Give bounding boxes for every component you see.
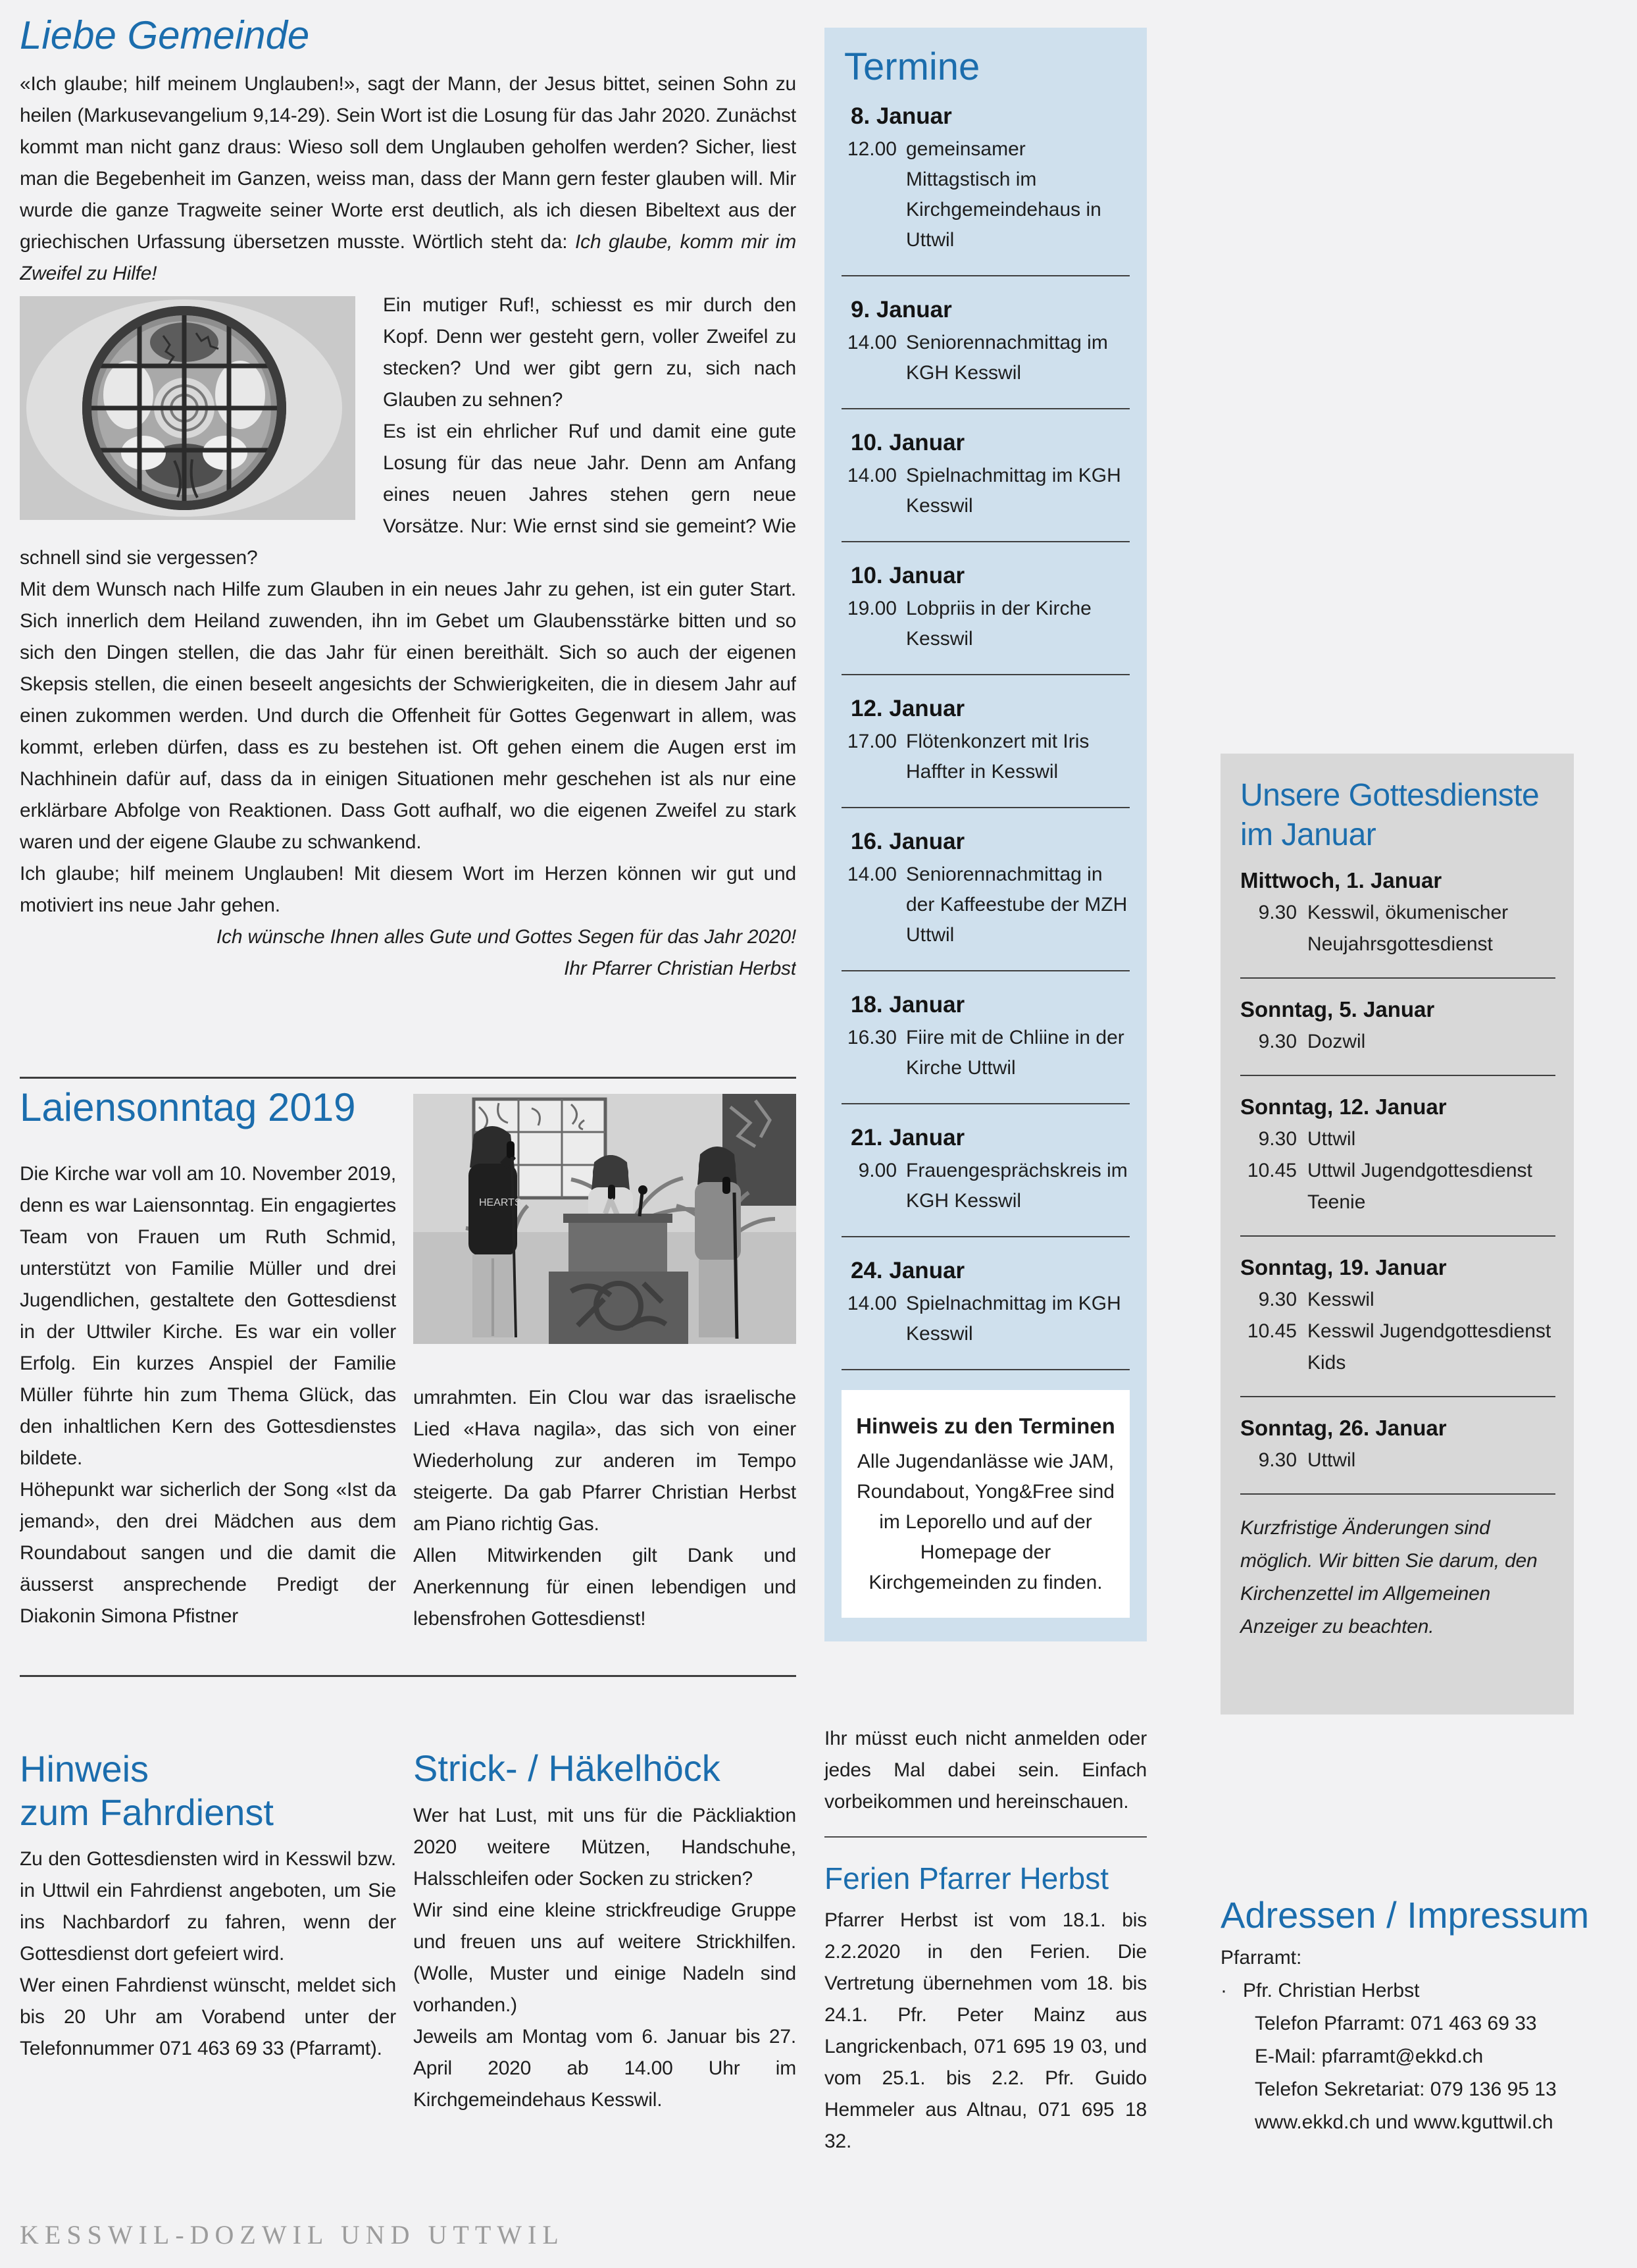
article-paragraph: Jeweils am Montag vom 6. Januar bis 27. April 2020 ab 14.00 Uhr im Kirchgemeindehaus Kesswil. bbox=[413, 2026, 796, 2111]
service-day: Sonntag, 19. Januar bbox=[1240, 1255, 1447, 1279]
termine-entry bbox=[842, 828, 1130, 971]
termine-separator bbox=[842, 1103, 1130, 1104]
termine-date: 8. Januar bbox=[851, 103, 952, 129]
service-text: Kesswil Jugendgottesdienst Kids bbox=[1307, 1320, 1551, 1374]
impressum-email: E-Mail: pfarramt@ekkd.ch bbox=[1255, 2046, 1484, 2067]
services-note: Kurzfristige Änderungen sind möglich. Wir bitten Sie darum, den Kirchenzettel im Allgemeinen Anzeiger zu beachten. bbox=[1240, 1517, 1538, 1637]
service-text: Kesswil, ökumenischer Neujahrsgottesdienst bbox=[1307, 902, 1509, 955]
service-time: 9.30 bbox=[1258, 1031, 1297, 1052]
service-time: 10.45 bbox=[1247, 1160, 1297, 1181]
termine-time: 9.00 bbox=[858, 1160, 897, 1181]
termine-time: 14.00 bbox=[847, 863, 897, 885]
termine-notice-title: Hinweis zu den Terminen bbox=[856, 1414, 1115, 1438]
service-day: Sonntag, 5. Januar bbox=[1240, 997, 1435, 1021]
termine-time: 16.30 bbox=[847, 1027, 897, 1048]
service-separator bbox=[1240, 1396, 1555, 1397]
article-text: «Ich glaube; hilf meinem Unglauben!», sagt der Mann, der Jesus bittet, seinen Sohn zu heilen (Markusevangelium 9,14-29). Sein Wort ist die Losung für das Jahr 2020. Zunächst kommt man nicht ganz draus: Wieso soll dem Unglauben geholfen werden? Sicher, liest man die Begebenheit im Ganzen, weiss man, dass der Mann gern fester glauben will. Mir wurde die ganze Tragweite seiner Worte erst deutlich, als ich diesen Bibeltext aus der griechischen Urfassung übersetzen musste. Wörtlich steht da: bbox=[20, 73, 796, 253]
termine-entry bbox=[842, 1257, 1130, 1370]
termine-date: 18. Januar bbox=[851, 992, 965, 1018]
termine-date: 21. Januar bbox=[851, 1125, 965, 1150]
article-paragraph: Die Kirche war voll am 10. November 2019, denn es war Laiensonntag. Ein engagiertes Team von Frauen um Ruth Schmid, unterstützt von Familie Müller und drei Jugendlichen, gestaltete den Gottesdienst in der Uttwiler Kirche. Es war ein voller Erfolg. Ein kurzes Anspiel der Familie Müller führte hin zum Thema Glück, das den inhaltlichen Kern des Gottesdienstes bildete. bbox=[20, 1163, 396, 1469]
service-time: 9.30 bbox=[1258, 1128, 1297, 1150]
singers-photo-illustration bbox=[413, 1094, 796, 1344]
gottesdienste-box bbox=[1221, 754, 1574, 1714]
impressum-secretariat-phone: Telefon Sekretariat: 079 136 95 13 bbox=[1255, 2078, 1557, 2100]
gottesdienste-title-line2: im Januar bbox=[1240, 817, 1376, 852]
laiensonntag-title: Laiensonntag 2019 bbox=[20, 1085, 356, 1129]
termine-time: 17.00 bbox=[847, 731, 897, 752]
section-divider bbox=[20, 1675, 796, 1677]
article-paragraph: Wir sind eine kleine strickfreudige Gruppe und freuen uns auf weitere Strickhilfen. (Wolle, Muster und einige Nadeln sind vorhanden.) bbox=[413, 1899, 796, 2016]
termine-date: 10. Januar bbox=[851, 430, 965, 455]
bottom-left-sections bbox=[20, 1747, 796, 2221]
termine-separator bbox=[842, 807, 1130, 808]
service-day: Sonntag, 26. Januar bbox=[1240, 1416, 1447, 1440]
section-divider bbox=[20, 1077, 796, 1079]
termine-text: Seniorennachmittag in der Kaffeestube der MZH Uttwil bbox=[906, 863, 1128, 946]
service-time: 9.30 bbox=[1258, 902, 1297, 923]
termine-entry bbox=[842, 429, 1130, 542]
article-paragraph: Allen Mitwirkenden gilt Dank und Anerkennung für einen lebendigen und lebensfrohen Gottesdienst! bbox=[413, 1545, 796, 1630]
termine-title: Termine bbox=[844, 45, 980, 88]
termine-entry bbox=[842, 991, 1130, 1104]
bible-quote: Ich glaube, komm mir im Zweifel zu Hilfe! bbox=[20, 231, 796, 284]
termine-separator bbox=[842, 1369, 1130, 1370]
strickhoeck-title: Strick- / Häkelhöck bbox=[413, 1747, 720, 1789]
service-separator bbox=[1240, 1235, 1555, 1237]
termine-time: 14.00 bbox=[847, 332, 897, 353]
service-text: Kesswil bbox=[1307, 1289, 1374, 1310]
service-entry bbox=[1240, 1254, 1555, 1397]
gottesdienste-title-line1: Unsere Gottesdienste bbox=[1240, 778, 1540, 813]
termine-separator bbox=[842, 1236, 1130, 1237]
termine-date: 24. Januar bbox=[851, 1258, 965, 1283]
impressum-label: Pfarramt: bbox=[1221, 1947, 1302, 1969]
termine-date: 16. Januar bbox=[851, 829, 965, 854]
termine-entry bbox=[842, 103, 1130, 276]
mid-bottom-column bbox=[824, 1723, 1147, 2157]
service-entry bbox=[1240, 1414, 1555, 1495]
termine-time: 14.00 bbox=[847, 465, 897, 486]
termine-entry bbox=[842, 562, 1130, 675]
divider bbox=[824, 1836, 1147, 1838]
termine-separator bbox=[842, 541, 1130, 542]
svg-text:HEARTS: HEARTS bbox=[479, 1197, 522, 1208]
termine-separator bbox=[842, 275, 1130, 276]
termine-separator bbox=[842, 408, 1130, 409]
termine-text: gemeinsamer Mittagstisch im Kirchgemeindehaus in Uttwil bbox=[906, 138, 1101, 251]
fahrdienst-title bbox=[20, 1747, 396, 1834]
laiensonntag-column-1 bbox=[20, 1158, 396, 1632]
signature: Ihr Pfarrer Christian Herbst bbox=[564, 958, 796, 979]
termine-text: Spielnachmittag im KGH Kesswil bbox=[906, 465, 1121, 517]
footer-parishes: KESSWIL-DOZWIL UND UTTWIL bbox=[20, 2220, 565, 2250]
ferien-title: Ferien Pfarrer Herbst bbox=[824, 1861, 1109, 1895]
termine-date: 10. Januar bbox=[851, 563, 965, 588]
termine-date: 9. Januar bbox=[851, 297, 952, 322]
termine-date: 12. Januar bbox=[851, 696, 965, 721]
termine-box bbox=[824, 28, 1147, 1641]
termine-text: Lobpriis in der Kirche Kesswil bbox=[906, 598, 1092, 650]
impressum-title: Adressen / Impressum bbox=[1221, 1894, 1590, 1936]
service-time: 9.30 bbox=[1258, 1289, 1297, 1310]
service-separator bbox=[1240, 1075, 1555, 1076]
laiensonntag-column-2 bbox=[413, 1382, 796, 1635]
impressum-section bbox=[1221, 1894, 1605, 2139]
service-day: Mittwoch, 1. Januar bbox=[1240, 868, 1442, 892]
article-paragraph: Höhepunkt war sicherlich der Song «Ist da jemand», den drei Mädchen aus dem Roundabout sangen und die damit die äusserst ansprechende Predigt der Diakonin Simona Pfistner bbox=[20, 1479, 396, 1627]
termine-entry bbox=[842, 1124, 1130, 1237]
church-window-photo bbox=[20, 296, 355, 520]
bullet-glyph: · bbox=[1221, 1980, 1227, 2001]
service-separator bbox=[1240, 1493, 1555, 1495]
termine-notice-text: Alle Jugendanlässe wie JAM, Roundabout, Yong&Free sind im Leporello und auf der Homepage der Kirchgemeinden zu finden. bbox=[857, 1451, 1115, 1593]
singer-right bbox=[695, 1147, 741, 1339]
termine-text: Frauengesprächskreis im KGH Kesswil bbox=[906, 1160, 1128, 1212]
termine-text: Spielnachmittag im KGH Kesswil bbox=[906, 1293, 1121, 1345]
service-time: 9.30 bbox=[1258, 1449, 1297, 1471]
service-entry bbox=[1240, 867, 1555, 979]
article-paragraph: Ich glaube; hilf meinem Unglauben! Mit diesem Wort im Herzen können wir gut und motiviert ins neue Jahr gehen. bbox=[20, 863, 796, 916]
liebe-gemeinde-article bbox=[20, 12, 796, 1073]
service-day: Sonntag, 12. Januar bbox=[1240, 1095, 1447, 1119]
strickhoeck-article bbox=[413, 1747, 796, 2116]
fahrdienst-title-line1: Hinweis bbox=[20, 1748, 149, 1790]
article-paragraph: Es ist ein ehrlicher Ruf und damit eine gute Losung für das neue Jahr. Denn am Anfang eines neuen Jahres stehen gern neue Vorsätze. Nur: Wie ernst sind sie gemeint? Wie schnell sind sie vergessen? bbox=[20, 421, 796, 569]
impressum-phone: Telefon Pfarramt: 071 463 69 33 bbox=[1255, 2013, 1537, 2034]
impressum-websites: www.ekkd.ch und www.kguttwil.ch bbox=[1255, 2111, 1553, 2133]
article-paragraph: Ein mutiger Ruf!, schiesst es mir durch den Kopf. Denn wer gesteht gern, voller Zweifel zu stecken? Und wer gibt gern zu, sich nach Glauben zu sehnen? bbox=[383, 294, 796, 411]
article-paragraph: Zu den Gottesdiensten wird in Kesswil bzw. in Uttwil ein Fahrdienst angeboten, um Sie ins Nachbardorf zu fahren, wenn der Gottesdienst dort gefeiert wird. bbox=[20, 1848, 396, 1965]
article-paragraph: Pfarrer Herbst ist vom 18.1. bis 2.2.2020 in den Ferien. Die Vertretung übernehmen vom 18. bis 24.1. Pfr. Peter Mainz aus Langrickenbach, 071 695 19 03, und vom 25.1. bis 2.2. Pfr. Guido Hemmeler aus Altnau, 071 695 18 32. bbox=[824, 1909, 1147, 2152]
termine-entry bbox=[842, 695, 1130, 808]
service-entry bbox=[1240, 1093, 1555, 1237]
round-window-illustration bbox=[20, 296, 355, 520]
article-paragraph: Wer einen Fahrdienst wünscht, meldet sich bis 20 Uhr am Vorabend unter der Telefonnummer 071 463 69 33 (Pfarramt). bbox=[20, 1974, 396, 2059]
service-time: 10.45 bbox=[1247, 1320, 1297, 1342]
gottesdienste-title bbox=[1240, 776, 1555, 855]
article-paragraph: Ihr müsst euch nicht anmelden oder jedes Mal dabei sein. Einfach vorbeikommen und hereinschauen. bbox=[824, 1728, 1147, 1813]
termine-entry bbox=[842, 296, 1130, 409]
article-paragraph: umrahmten. Ein Clou war das israelische Lied «Hava nagila», das sich von einer Wiederholung zur anderen im Tempo steigerte. Da gab Pfarrer Christian Herbst am Piano richtig Gas. bbox=[413, 1387, 796, 1535]
fahrdienst-article bbox=[20, 1747, 396, 2065]
service-text: Uttwil Jugendgottesdienst Teenie bbox=[1307, 1160, 1532, 1213]
article-paragraph: Mit dem Wunsch nach Hilfe zum Glauben in ein neues Jahr zu gehen, ist ein guter Start. Sich innerlich dem Heiland zuwenden, ihn im Gebet um Glaubensstärke bitten und so sich den Dingen stellen, die das Jahr für einen bereithält. Sich so auch der eigenen Skepsis stellen, die einen beseelt angesichts der Schwierigkeiten, die in diesem Jahr auf einen zukommen werden. Und durch die Offenheit für Gottes Gegenwart in allem, was kommt, erleben dürfen, dass es zu bestehen ist. Oft gehen einem die Augen erst im Nachhinein dafür auf, dass da in einigen Situationen mehr geschehen ist als nur eine erklärbare Abfolge von Reaktionen. Dass Gott aufhalf, wo die eigenen Zweifel zu stark waren und der eigene Glaube zu schwankend. bbox=[20, 579, 796, 853]
page-title: Liebe Gemeinde bbox=[20, 13, 310, 57]
article-paragraph bbox=[20, 68, 796, 290]
termine-notice-box bbox=[842, 1390, 1130, 1618]
laiensonntag-article bbox=[20, 1085, 796, 1743]
impressum-name-row bbox=[1221, 1974, 1605, 2007]
service-entry bbox=[1240, 996, 1555, 1076]
impressum-name: Pfr. Christian Herbst bbox=[1243, 1980, 1420, 2001]
service-separator bbox=[1240, 977, 1555, 979]
termine-text: Flötenkonzert mit Iris Haffter in Kesswil bbox=[906, 731, 1090, 783]
termine-time: 19.00 bbox=[847, 598, 897, 619]
laiensonntag-photo bbox=[413, 1094, 796, 1344]
termine-text: Seniorennachmittag im KGH Kesswil bbox=[906, 332, 1108, 384]
termine-time: 12.00 bbox=[847, 138, 897, 160]
article-paragraph: Wer hat Lust, mit uns für die Päckliaktion 2020 weitere Mützen, Handschuhe, Halsschleifen oder Socken zu stricken? bbox=[413, 1805, 796, 1890]
service-text: Dozwil bbox=[1307, 1031, 1366, 1052]
termine-separator bbox=[842, 970, 1130, 971]
fahrdienst-title-line2: zum Fahrdienst bbox=[20, 1791, 274, 1833]
termine-text: Fiire mit de Chliine in der Kirche Uttwil bbox=[906, 1027, 1124, 1079]
service-text: Uttwil bbox=[1307, 1449, 1356, 1471]
termine-separator bbox=[842, 674, 1130, 675]
service-text: Uttwil bbox=[1307, 1128, 1356, 1150]
new-year-wish: Ich wünsche Ihnen alles Gute und Gottes Segen für das Jahr 2020! bbox=[216, 926, 796, 948]
termine-time: 14.00 bbox=[847, 1293, 897, 1314]
